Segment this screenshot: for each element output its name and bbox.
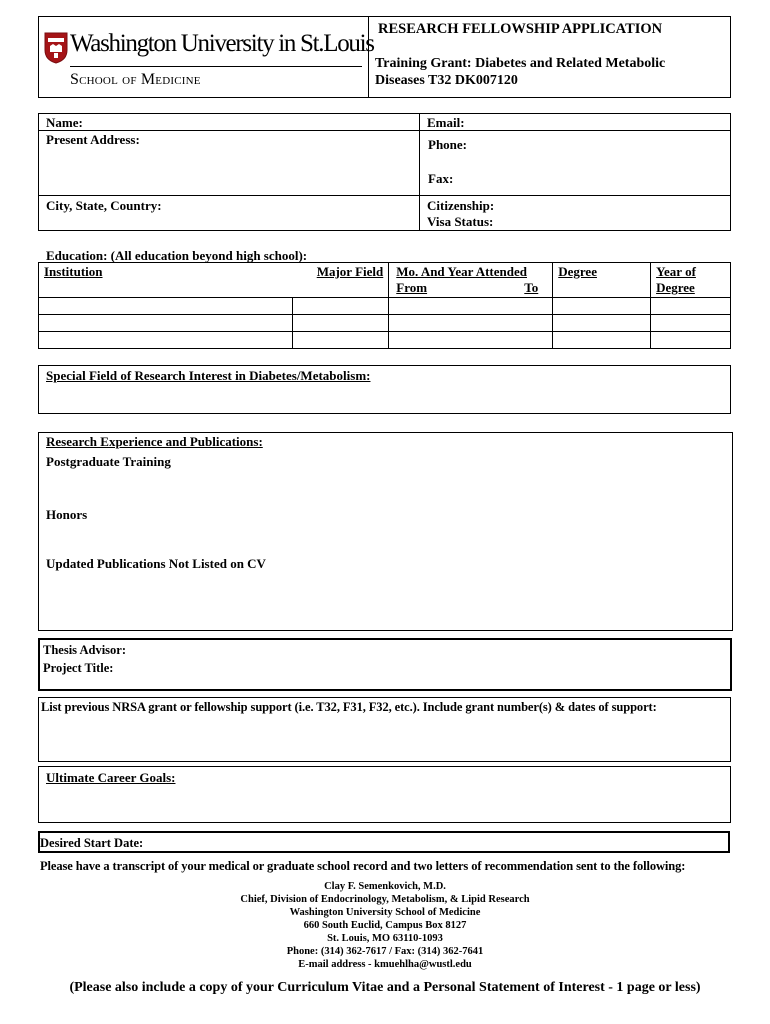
experience-heading: Research Experience and Publications: bbox=[46, 434, 263, 449]
address-label: Present Address: bbox=[46, 132, 140, 147]
phone-label: Phone: bbox=[428, 137, 467, 152]
city-label: City, State, Country: bbox=[46, 198, 162, 213]
education-heading: Education: (All education beyond high school): bbox=[46, 248, 308, 263]
education-header-row bbox=[39, 263, 731, 298]
school-name: School of Medicine bbox=[70, 71, 201, 88]
col-degree: Degree bbox=[553, 263, 651, 298]
contact-email: E-mail address - kmuehlha@wustl.edu bbox=[298, 959, 472, 970]
contact-block bbox=[0, 880, 770, 971]
grant-line-1: Training Grant: Diabetes and Related Metabolic bbox=[375, 56, 666, 71]
education-table bbox=[38, 262, 731, 349]
honors-label: Honors bbox=[46, 507, 88, 522]
transcript-note: Please have a transcript of your medical or graduate school record and two letters of recommendation sent to the following: bbox=[40, 859, 686, 873]
research-interest-label: Special Field of Research Interest in Diabetes/Metabolism: bbox=[46, 368, 371, 383]
fax-input[interactable] bbox=[460, 170, 729, 188]
table-row[interactable] bbox=[39, 315, 731, 332]
contact-name: Clay F. Semenkovich, M.D. bbox=[324, 881, 446, 892]
name-input[interactable] bbox=[90, 114, 414, 132]
university-logo bbox=[42, 30, 374, 92]
address-input[interactable] bbox=[46, 150, 415, 196]
thesis-box[interactable] bbox=[38, 638, 732, 691]
col-year: Year of Degree bbox=[651, 263, 731, 298]
publications-label: Updated Publications Not Listed on CV bbox=[46, 556, 266, 571]
career-label: Ultimate Career Goals: bbox=[46, 770, 176, 785]
phone-input[interactable] bbox=[475, 136, 729, 154]
university-seal-icon bbox=[44, 32, 68, 64]
name-label: Name: bbox=[46, 115, 83, 130]
table-row[interactable] bbox=[39, 298, 731, 315]
visa-input[interactable] bbox=[505, 213, 729, 231]
cv-note: (Please also include a copy of your Curriculum Vitae and a Personal Statement of Interest - 1 page or less) bbox=[69, 980, 701, 995]
email-label: Email: bbox=[427, 115, 465, 130]
contact-title: Chief, Division of Endocrinology, Metabolism, & Lipid Research bbox=[240, 894, 530, 905]
start-date-label: Desired Start Date: bbox=[40, 836, 144, 850]
project-title-label: Project Title: bbox=[43, 661, 114, 675]
thesis-advisor-label: Thesis Advisor: bbox=[43, 643, 127, 657]
fax-label: Fax: bbox=[428, 171, 454, 186]
contact-phone: Phone: (314) 362-7617 / Fax: (314) 362-7641 bbox=[286, 946, 484, 957]
city-input[interactable] bbox=[175, 197, 417, 215]
nrsa-label: List previous NRSA grant or fellowship support (i.e. T32, F31, F32, etc.). Include grant number(s) & dates of support: bbox=[41, 700, 657, 714]
grant-line-2: Diseases T32 DK007120 bbox=[375, 73, 518, 88]
col-major: Major Field bbox=[293, 263, 389, 298]
email-input[interactable] bbox=[472, 114, 726, 132]
postgrad-label: Postgraduate Training bbox=[46, 454, 171, 469]
university-name: Washington University in St.Louis bbox=[70, 30, 374, 57]
citizenship-label: Citizenship: bbox=[427, 198, 495, 213]
col-attended: Mo. And Year Attended From To bbox=[389, 263, 553, 298]
form-title: RESEARCH FELLOWSHIP APPLICATION bbox=[378, 21, 663, 37]
visa-label: Visa Status: bbox=[427, 214, 494, 229]
contact-org: Washington University School of Medicine bbox=[289, 907, 481, 918]
table-row[interactable] bbox=[39, 332, 731, 349]
contact-street: 660 South Euclid, Campus Box 8127 bbox=[303, 920, 467, 931]
col-institution: Institution bbox=[39, 263, 293, 298]
contact-city: St. Louis, MO 63110-1093 bbox=[327, 933, 443, 944]
logo-rule bbox=[70, 66, 362, 67]
